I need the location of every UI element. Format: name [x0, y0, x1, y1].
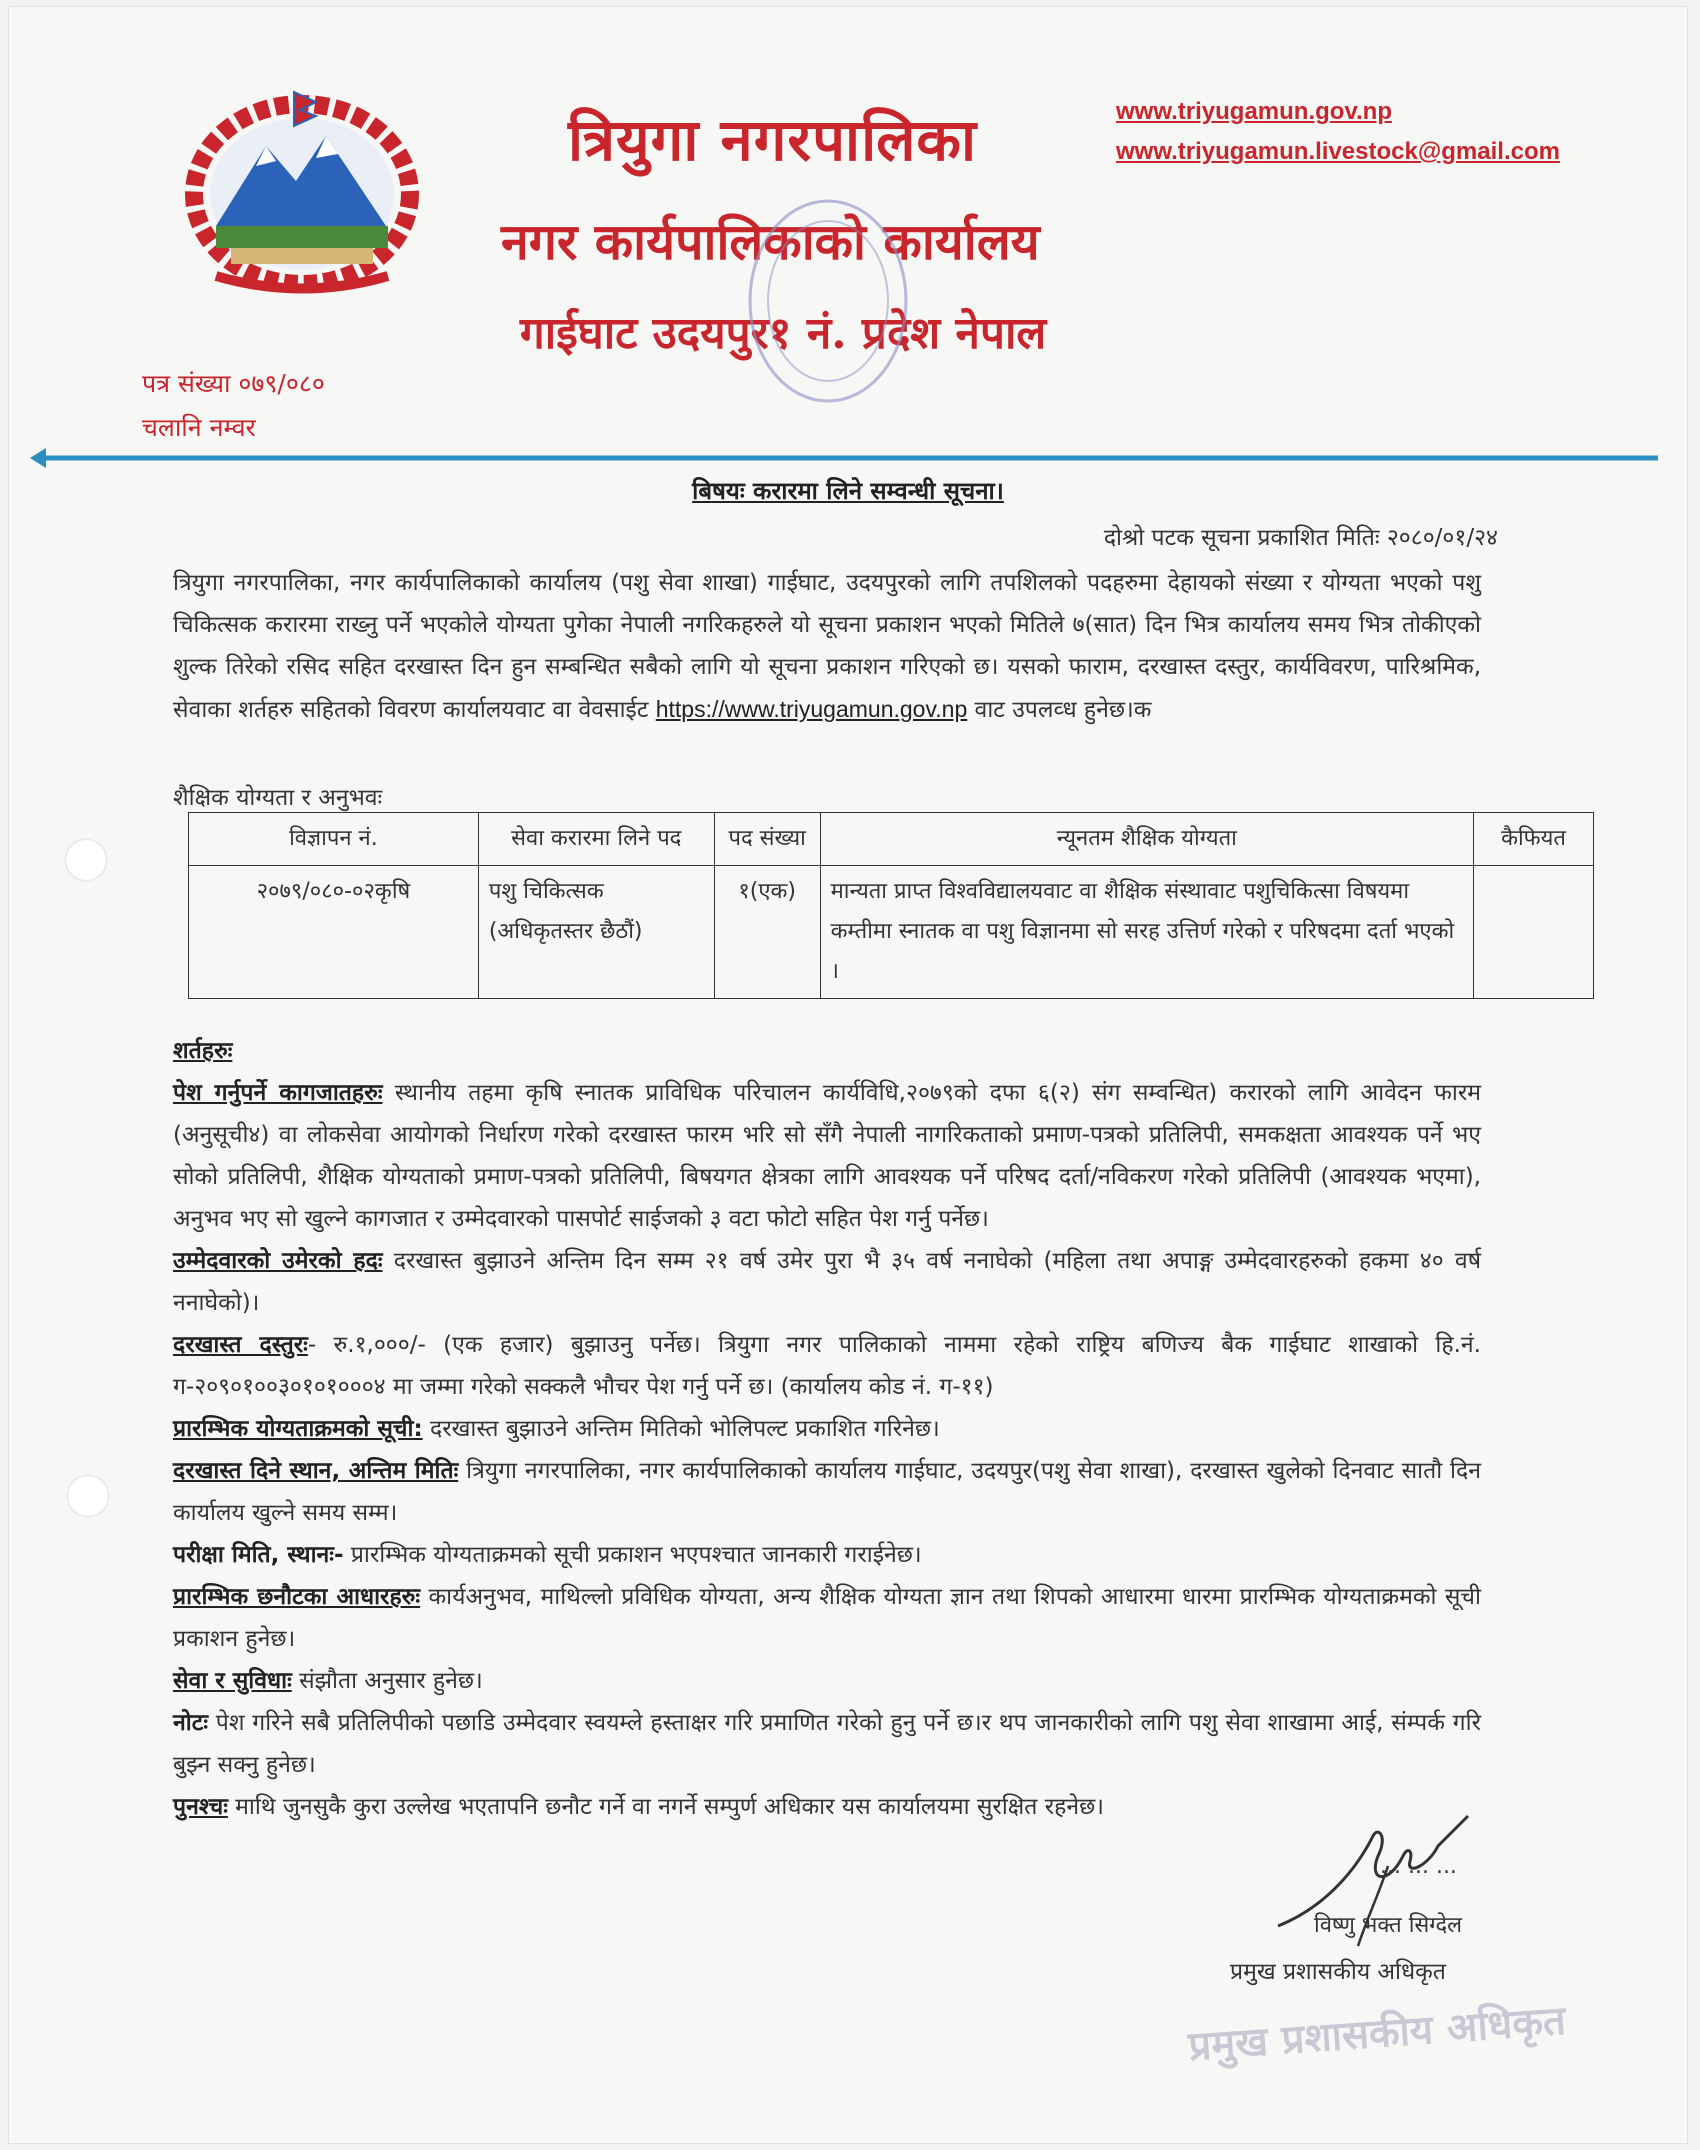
term-text: दरखास्त बुझाउने अन्तिम दिन सम्म २१ वर्ष उमेर पुरा भै ३५ वर्ष ननाघेको (महिला तथा अपाङ्ग उम्मेदवारहरुको हकमा ४० वर्ष ननाघेको)। — [173, 1248, 1481, 1316]
term-text: कार्यअनुभव, माथिल्लो प्रविधिक योग्यता, अन्य शैक्षिक योग्यता ज्ञान तथा शिपको आधारमा धारमा प्रारम्भिक योग्यताक्रमको सूची प्रकाशन हुनेछ। — [173, 1584, 1481, 1652]
office-stamp-icon — [743, 191, 913, 411]
col-ad-number: विज्ञापन नं. — [189, 813, 479, 866]
term-text: स्थानीय तहमा कृषि स्नातक प्राविधिक परिचालन कार्यविधि,२०७९को दफा ६(२) संग सम्वन्धित) करारको लागि आवेदन फारम (अनुसूची४) वा लोकसेवा आयोगको निर्धारण गरेको दरखास्त फारम भरि सो सँगै नेपाली नागरिकताको प्रमाण-पत्रको प्रतिलिपी, समकक्षता आवश्यक पर्ने भए सोको प्रतिलिपी, शैक्षिक योग्यताको प्रमाण-पत्रको प्रतिलिपी, बिषयगत क्षेत्रका लागि आवश्यक पर्ने परिषद दर्ता/नविकरण गरेको प्रतिलिपी (आवश्यक भएमा), अनुभव भए सो खुल्ने कागजात र उम्मेदवारको पासपोर्ट साईजको ३ वटा फोटो सहित पेश गर्नु पर्नेछ। — [173, 1080, 1481, 1232]
punch-hole — [66, 840, 106, 880]
office-title: नगर कार्यपालिकाको कार्यालय — [501, 212, 1040, 271]
office-address: गाईघाट उदयपुर१ नं. प्रदेश नेपाल — [520, 308, 1047, 359]
term-fee — [173, 1324, 1481, 1408]
contact-block — [1116, 92, 1560, 172]
term-text: त्रियुगा नगरपालिका, नगर कार्यपालिकाको कार्यालय गाईघाट, उदयपुर(पशु सेवा शाखा), दरखास्त खुलेको दिनवाट सातौ दिन कार्यालय खुल्ने समय सम्म। — [173, 1458, 1481, 1526]
cell-ad-number: २०७९/०८०-०२कृषि — [189, 866, 479, 999]
term-text: संझौता अनुसार हुनेछ। — [291, 1668, 483, 1694]
term-text: - रु.१,०००/- (एक हजार) बुझाउनु पर्नेछ। त्रियुगा नगर पालिकाको नाममा रहेको राष्ट्रिय बणिज्य बैक गाईघाट शाखाको हि.नं. ग-२०९०१००३०१०१०००४ मा जम्मा गरेको सक्कलै भौचर पेश गर्नु पर्ने छ। (कार्यालय कोड नं. ग-११) — [173, 1332, 1481, 1400]
dispatch-number: चलानि नम्वर — [142, 413, 256, 442]
municipality-title: त्रियुगा नगरपालिका — [568, 106, 977, 174]
letter-number: पत्र संख्या ०७९/०८० — [142, 369, 325, 398]
signatory-title: प्रमुख प्रशासकीय अधिकृत — [1230, 1959, 1446, 1985]
term-label: प्रारम्भिक योग्यताक्रमको सूची: — [173, 1416, 423, 1442]
signature-icon — [1238, 1796, 1538, 1976]
term-label: नोटः — [173, 1710, 208, 1736]
term-documents — [173, 1072, 1481, 1240]
term-note — [173, 1702, 1481, 1786]
terms-title: शर्तहरुः — [173, 1038, 233, 1064]
col-min-qualification: न्यूनतम शैक्षिक योग्यता — [820, 813, 1473, 866]
term-basis — [173, 1576, 1481, 1660]
term-label: दरखास्त दस्तुरः — [173, 1332, 308, 1358]
term-text: दरखास्त बुझाउने अन्तिम मितिको भोलिपल्ट प्रकाशित गरिनेछ। — [422, 1416, 940, 1442]
table-row — [189, 866, 1594, 999]
notice-intro — [173, 562, 1481, 731]
cell-count: १(एक) — [714, 866, 820, 999]
term-text: पेश गरिने सबै प्रतिलिपीको पछाडि उम्मेदवार स्वयम्ले हस्ताक्षर गरि प्रमाणित गरेको हुनु पर्ने छ।र थप जानकारीको लागि पशु सेवा शाखामा आई, संम्पर्क गरि बुझ्न सक्नु हुनेछ। — [173, 1710, 1481, 1778]
term-text: माथि जुनसुकै कुरा उल्लेख भएतापनि छनौट गर्ने वा नगर्ने सम्पुर्ण अधिकार यस कार्यालयमा सुरक्षित रहनेछ। — [227, 1794, 1104, 1820]
faded-title-stamp: प्रमुख प्रशासकीय अधिकृत — [1187, 1997, 1568, 2071]
letter-references — [142, 362, 325, 450]
term-text: प्रारम्भिक योग्यताक्रमको सूची प्रकाशन भएपश्चात जानकारी गराईनेछ। — [343, 1542, 922, 1568]
signature-dots: ... ... ... — [1380, 1854, 1457, 1879]
terms-section — [173, 1030, 1481, 1828]
notice-subject: बिषयः करारमा लिने सम्वन्धी सूचना। — [692, 477, 1004, 505]
website-link[interactable]: www.triyugamun.gov.np — [1116, 98, 1392, 125]
col-post: सेवा करारमा लिने पद — [478, 813, 714, 866]
term-label: उम्मेदवारको उमेरको हदः — [173, 1248, 383, 1274]
nepal-emblem-icon — [176, 86, 428, 296]
table-header-row — [189, 813, 1594, 866]
qualification-label: शैक्षिक योग्यता र अनुभवः — [173, 785, 383, 811]
document-page — [8, 6, 1688, 2144]
qualification-table — [188, 812, 1594, 999]
intro-end: वाट उपलव्ध हुनेछ।क — [974, 697, 1152, 723]
term-label: सेवा र सुविधाः — [173, 1668, 292, 1694]
term-label: दरखास्त दिने स्थान, अन्तिम मितिः — [173, 1458, 459, 1484]
term-label: प्रारम्भिक छनौटका आधारहरुः — [173, 1584, 421, 1610]
email-link[interactable]: www.triyugamun.livestock@gmail.com — [1116, 138, 1560, 165]
cell-remarks — [1474, 866, 1594, 999]
term-label: परीक्षा मिति, स्थानः- — [173, 1542, 344, 1568]
term-place — [173, 1450, 1481, 1534]
col-count: पद संख्या — [714, 813, 820, 866]
term-exam — [173, 1534, 1481, 1576]
header-divider — [30, 446, 1658, 470]
term-service — [173, 1660, 1481, 1702]
term-list — [173, 1408, 1481, 1450]
signatory-name: विष्णु भक्त सिग्देल — [1314, 1913, 1463, 1938]
term-age — [173, 1240, 1481, 1324]
cell-qualification: मान्यता प्राप्त विश्वविद्यालयवाट वा शैक्षिक संस्थावाट पशुचिकित्सा विषयमा कम्तीमा स्नातक वा पशु विज्ञानमा सो सरह उत्तिर्ण गरेको र परिषदमा दर्ता भएको । — [820, 866, 1473, 999]
intro-text: त्रियुगा नगरपालिका, नगर कार्यपालिकाको कार्यालय (पशु सेवा शाखा) गाईघाट, उदयपुरको लागि तपशिलको पदहरुमा देहायको संख्या र योग्यता भएको पशु चिकित्सक करारमा राख्नु पर्ने भएकोले योग्यता पुगेका नेपाली नगरिकहरुले यो सूचना प्रकाशन भएको मितिले ७(सात) दिन भित्र कार्यालय समय भित्र तोकीएको शुल्क तिरेको रसिद सहित दरखास्त दिन हुन सम्बन्धित सबैको लागि यो सूचना प्रकाशन गरिएको छ। यसको फाराम, दरखास्त दस्तुर, कार्यविवरण, पारिश्रमिक, सेवाका शर्तहरु सहितको विवरण कार्यालयवाट वा वेवसाईट — [173, 570, 1481, 723]
term-label: पुनश्चः — [173, 1794, 228, 1820]
intro-website-link[interactable]: https://www.triyugamun.gov.np — [655, 696, 968, 722]
col-remarks: कैफियत — [1474, 813, 1594, 866]
term-label: पेश गर्नुपर्ने कागजातहरुः — [173, 1080, 383, 1106]
punch-hole — [68, 1476, 108, 1516]
publish-date: दोश्रो पटक सूचना प्रकाशित मितिः २०८०/०१/२४ — [1103, 525, 1498, 551]
cell-post: पशु चिकित्सक (अधिकृतस्तर छैठौं) — [478, 866, 714, 999]
